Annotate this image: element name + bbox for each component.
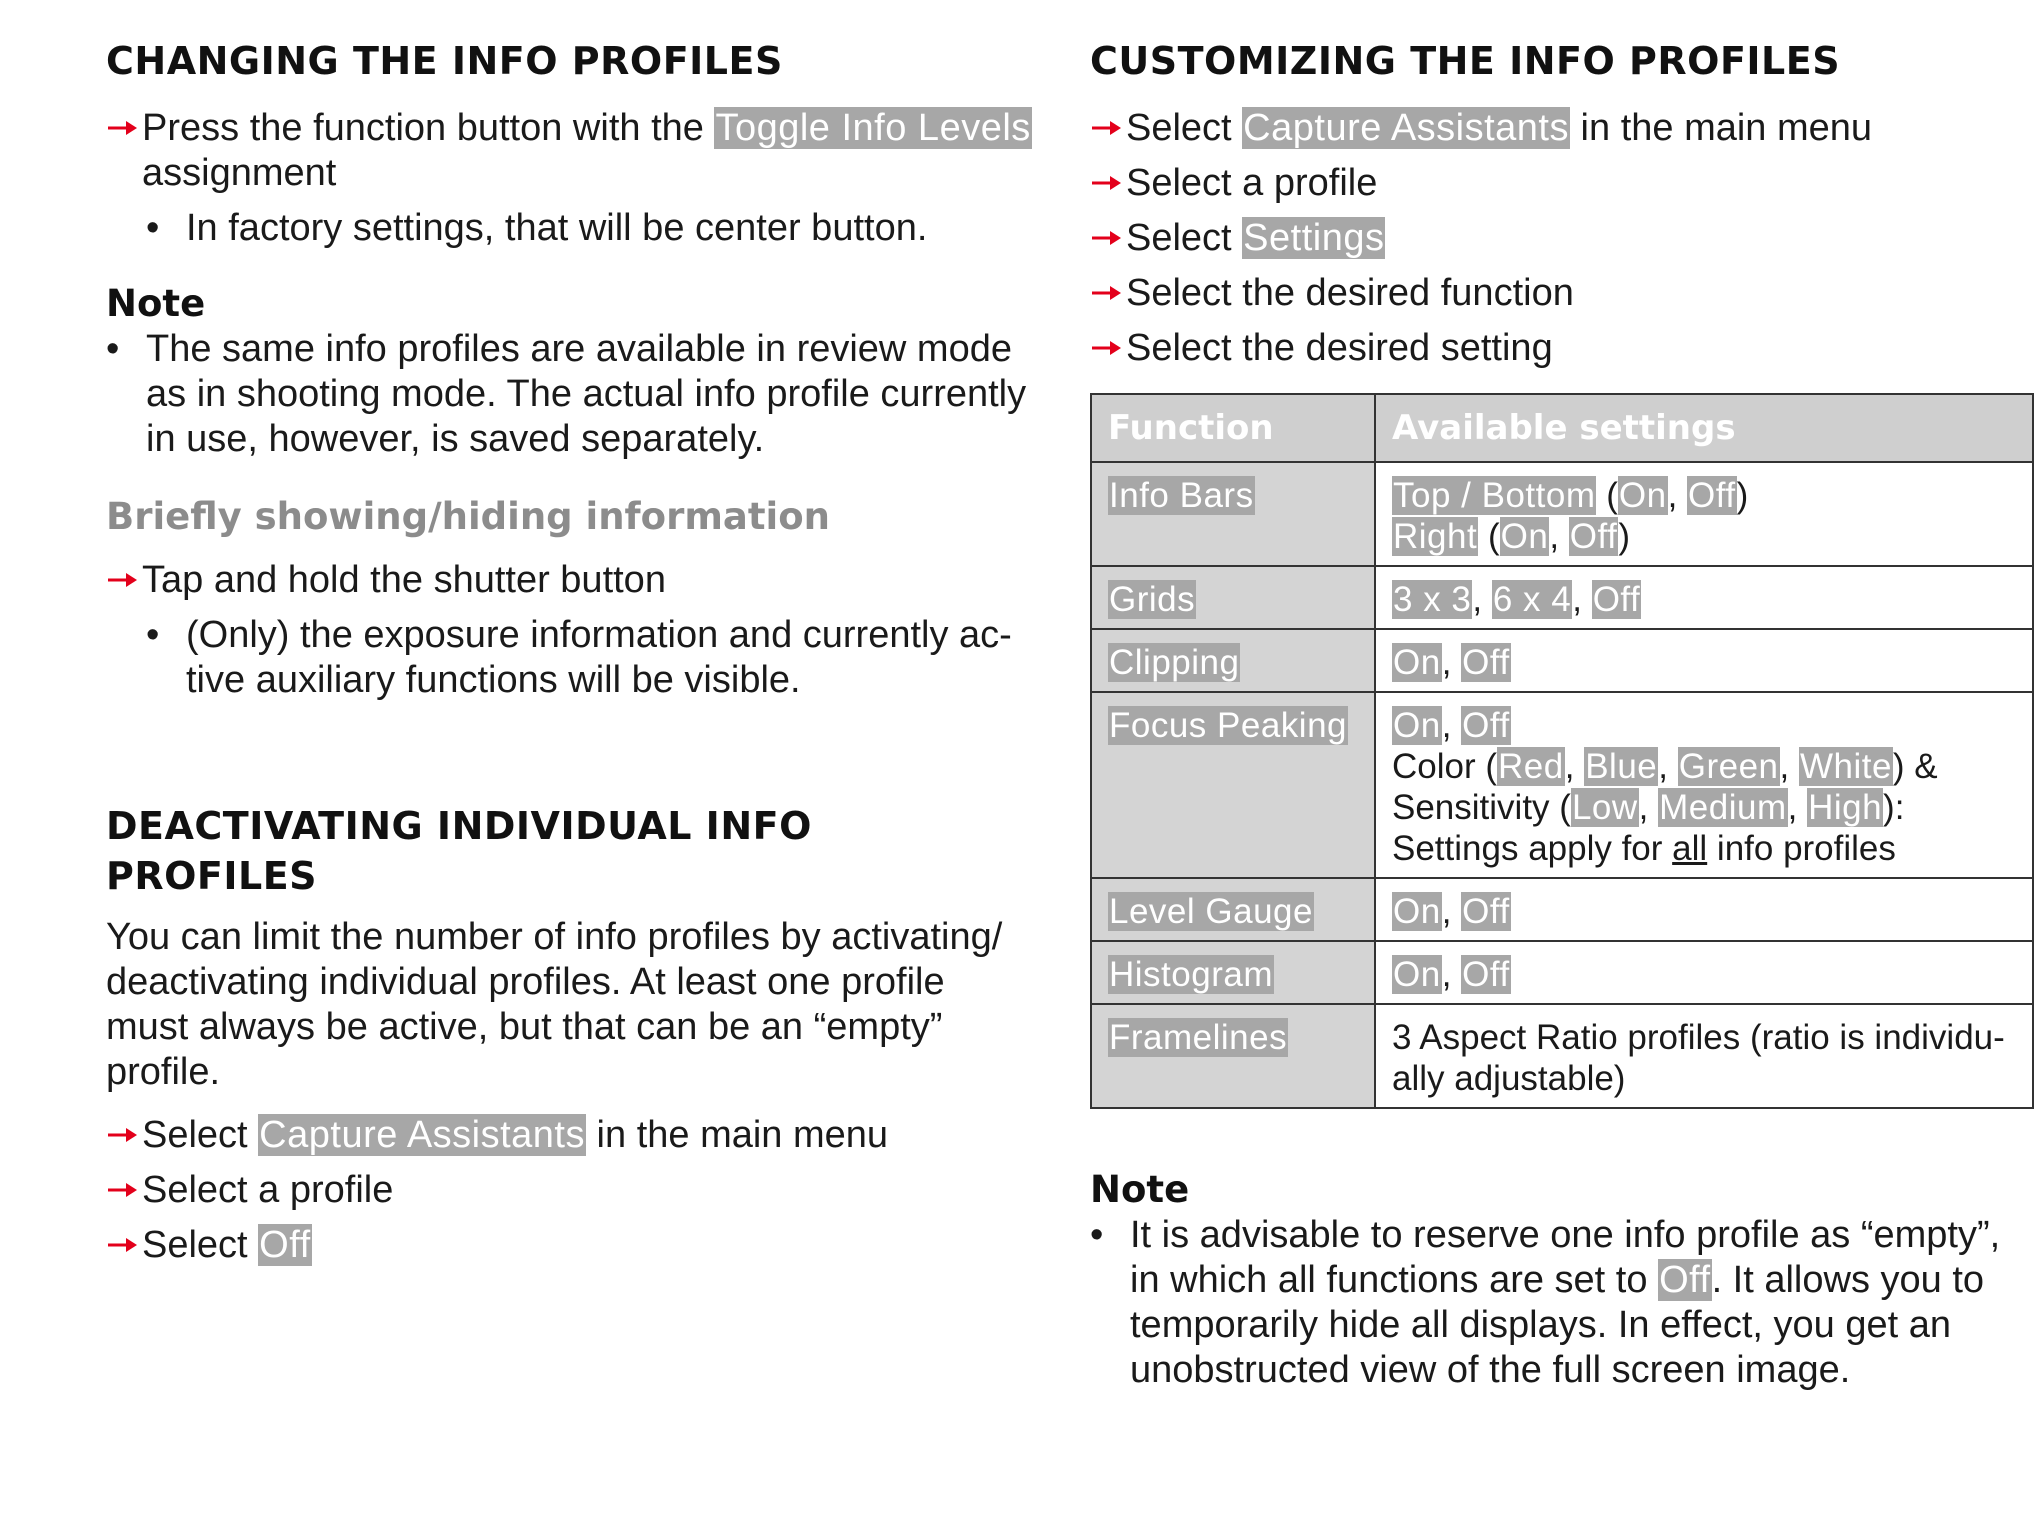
arrow-icon	[1090, 326, 1126, 371]
bullet-icon: •	[146, 614, 160, 656]
bullet-icon: •	[1090, 1214, 1104, 1256]
deactivating-heading: DEACTIVATING INDIVIDUAL INFO PROFILES	[106, 804, 812, 898]
function-cell	[1091, 462, 1375, 566]
function-cell	[1091, 692, 1375, 878]
arrow-icon	[106, 1113, 142, 1158]
briefly-bullet	[106, 613, 1036, 703]
step-text: Select a profile	[1126, 162, 1378, 204]
arrow-icon	[106, 1223, 142, 1268]
table-row	[1091, 692, 2033, 878]
step-text: Press the function button with the	[142, 107, 715, 149]
note-text: . It allows you to temporarily hide all displays. In effect, you get an unobstructed view of the full screen image.	[1130, 1259, 1985, 1391]
table-row	[1091, 1004, 2033, 1108]
customizing-heading: CUSTOMIZING THE INFO PROFILES	[1090, 39, 1841, 83]
option-low: Low	[1571, 788, 1638, 827]
customizing-step-1	[1090, 106, 2034, 151]
customizing-step-5	[1090, 326, 2034, 371]
arrow-icon	[1090, 216, 1126, 261]
step-text: Select	[142, 1114, 259, 1156]
note-bullet	[106, 327, 1036, 462]
header-settings: Available settings	[1375, 394, 2033, 462]
menu-item-highlight: Off	[1659, 1259, 1711, 1301]
changing-step-1	[106, 106, 1036, 196]
option-on: On	[1618, 476, 1667, 515]
step-text: Select	[1126, 107, 1243, 149]
left-column	[106, 36, 1036, 1278]
step-text: assignment	[142, 152, 337, 194]
function-cell	[1091, 629, 1375, 692]
step-text: Select the desired setting	[1126, 327, 1553, 369]
function-label: Grids	[1109, 580, 1196, 619]
function-label: Histogram	[1109, 955, 1273, 994]
table-row	[1091, 941, 2033, 1004]
bullet-icon: •	[106, 328, 120, 370]
deactivating-step-3	[106, 1223, 1036, 1268]
option-off: Off	[1462, 955, 1510, 994]
function-label: Focus Peaking	[1109, 706, 1348, 745]
arrow-icon	[1090, 161, 1126, 206]
step-text: Tap and hold the shutter button	[142, 559, 666, 601]
function-cell	[1091, 878, 1375, 941]
table-header-row	[1091, 394, 2033, 462]
bullet-icon: •	[146, 207, 160, 249]
step-text: in the main menu	[1570, 107, 1873, 149]
bullet-text: In factory settings, that will be center button.	[186, 207, 928, 249]
settings-cell: On, Off Color (Red, Blue, Green, White) & Sensitivity (Low, Medium, High): Settings apply for all info profiles	[1375, 692, 2033, 878]
option-blue: Blue	[1585, 747, 1658, 786]
option-top-bottom: Top / Bottom	[1393, 476, 1596, 515]
note-text: The same info profiles are available in review mode as in shooting mode. The actual info profile currently in use, however, is saved separately.	[146, 328, 1027, 460]
menu-item-highlight: Off	[259, 1224, 311, 1266]
briefly-heading: Briefly showing/hiding information	[106, 495, 830, 538]
deactivating-intro: You can limit the number of info profiles by activating/ deactivating individual profiles. At least one profile must always be active, but that can be an “empty” profile.	[106, 916, 1003, 1093]
note-title: Note	[1090, 1168, 1190, 1211]
customizing-step-4	[1090, 271, 2034, 316]
menu-item-highlight: Toggle Info Levels	[715, 107, 1031, 149]
option-on: On	[1393, 892, 1441, 931]
step-text: Select	[1126, 217, 1243, 259]
settings-cell: On, Off	[1375, 629, 2033, 692]
color-label: Color	[1392, 747, 1476, 786]
arrow-icon	[1090, 271, 1126, 316]
option-medium: Medium	[1659, 788, 1787, 827]
settings-cell: Top / Bottom (On, Off) Right (On, Off)	[1375, 462, 2033, 566]
option-green: Green	[1678, 747, 1779, 786]
note-bullet	[1090, 1213, 2034, 1393]
table-row	[1091, 878, 2033, 941]
settings-cell: On, Off	[1375, 878, 2033, 941]
table-row	[1091, 462, 2033, 566]
option-off: Off	[1462, 706, 1510, 745]
settings-apply-text: ): Settings apply for	[1392, 788, 1905, 868]
option-on: On	[1393, 643, 1441, 682]
note-title: Note	[106, 282, 206, 325]
step-text: in the main menu	[586, 1114, 889, 1156]
option-red: Red	[1498, 747, 1564, 786]
option-6x4: 6 x 4	[1492, 580, 1572, 619]
bullet-text: (Only) the exposure information and currently ac-tive auxiliary functions will be visible.	[186, 614, 1012, 701]
step-text: Select the desired function	[1126, 272, 1574, 314]
function-cell	[1091, 1004, 1375, 1108]
option-on: On	[1500, 517, 1549, 556]
deactivating-step-1	[106, 1113, 1036, 1158]
settings-cell: On, Off	[1375, 941, 2033, 1004]
function-cell	[1091, 566, 1375, 629]
option-off: Off	[1688, 476, 1736, 515]
sensitivity-label: Sensitivity	[1392, 788, 1550, 827]
changing-bullet	[106, 206, 1036, 251]
option-high: High	[1808, 788, 1883, 827]
briefly-step-1	[106, 558, 1036, 603]
function-label: Framelines	[1109, 1018, 1288, 1057]
changing-heading: CHANGING THE INFO PROFILES	[106, 39, 783, 83]
option-white: White	[1799, 747, 1892, 786]
menu-item-highlight: Capture Assistants	[1243, 107, 1569, 149]
customizing-step-3	[1090, 216, 2034, 261]
settings-cell: 3 Aspect Ratio profiles (ratio is individu-ally adjustable)	[1375, 1004, 2033, 1108]
step-text: Select a profile	[142, 1169, 394, 1211]
option-right: Right	[1393, 517, 1478, 556]
deactivating-step-2	[106, 1168, 1036, 1213]
table-row	[1091, 566, 2033, 629]
arrow-icon	[106, 106, 142, 151]
settings-apply-text: info profiles	[1707, 829, 1896, 868]
option-off: Off	[1592, 580, 1641, 619]
settings-table	[1090, 393, 2034, 1109]
header-function: Function	[1091, 394, 1375, 462]
option-3x3: 3 x 3	[1393, 580, 1472, 619]
function-label: Clipping	[1109, 643, 1240, 682]
customizing-step-2	[1090, 161, 2034, 206]
option-off: Off	[1462, 892, 1510, 931]
function-cell	[1091, 941, 1375, 1004]
table-row	[1091, 629, 2033, 692]
settings-cell: 3 x 3, 6 x 4, Off	[1375, 566, 2033, 629]
function-label: Info Bars	[1109, 476, 1254, 515]
function-label: Level Gauge	[1109, 892, 1313, 931]
arrow-icon	[1090, 106, 1126, 151]
arrow-icon	[106, 1168, 142, 1213]
note-text: It is advisable to reserve one info profile as “empty”, in which all functions are set to	[1130, 1214, 2001, 1301]
menu-item-highlight: Settings	[1243, 217, 1385, 259]
menu-item-highlight: Capture Assistants	[259, 1114, 585, 1156]
all-underlined: all	[1672, 829, 1708, 868]
option-on: On	[1393, 706, 1441, 745]
option-off: Off	[1462, 643, 1510, 682]
step-text: Select	[142, 1224, 259, 1266]
arrow-icon	[106, 558, 142, 603]
right-column	[1090, 36, 2034, 1393]
option-on: On	[1393, 955, 1441, 994]
option-off: Off	[1569, 517, 1618, 556]
